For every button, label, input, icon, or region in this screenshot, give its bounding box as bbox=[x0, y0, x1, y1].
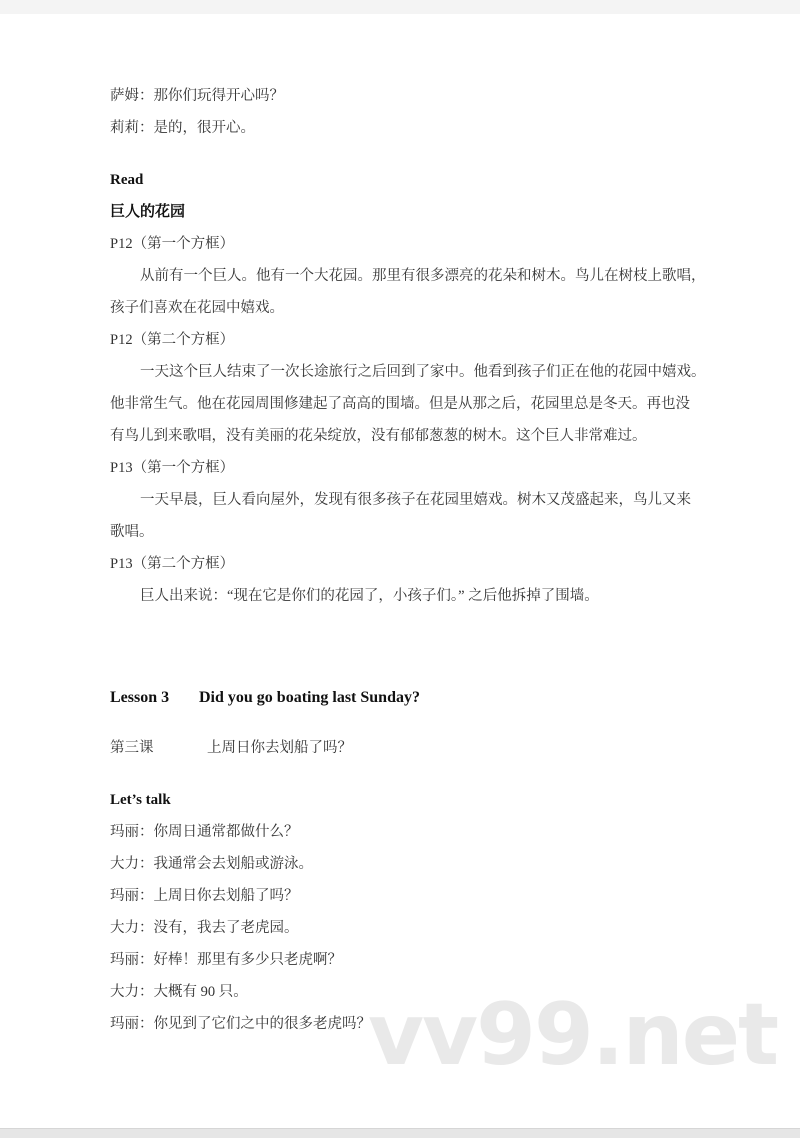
block-label: P12（第二个方框） bbox=[110, 332, 235, 348]
lesson-number: Lesson 3 bbox=[110, 689, 170, 706]
dialog-line: 玛丽：你周日通常都做什么？ bbox=[110, 824, 299, 840]
dialog-line: 大力：大概有 90 只。 bbox=[110, 984, 248, 1000]
dialog-line: 玛丽：好棒！那里有多少只老虎啊？ bbox=[110, 952, 342, 968]
paragraph-line: 孩子们喜欢在花园中嬉戏。 bbox=[110, 300, 284, 316]
dialog-line: 大力：我通常会去划船或游泳。 bbox=[110, 856, 313, 872]
lesson-title-cn: 上周日你去划船了吗？ bbox=[207, 740, 352, 756]
dialog-line: 萨姆：那你们玩得开心吗？ bbox=[110, 88, 284, 104]
paragraph-line: 歌唱。 bbox=[110, 524, 154, 540]
paragraph-line: 他非常生气。他在花园周围修建起了高高的围墙。但是从那之后，花园里总是冬天。再也没 bbox=[110, 396, 690, 412]
dialog-line: 玛丽：你见到了它们之中的很多老虎吗？ bbox=[110, 1016, 371, 1032]
watermark: vv99.net bbox=[368, 985, 778, 1085]
lesson-number-cn: 第三课 bbox=[110, 740, 154, 756]
paragraph-line: 有鸟儿到来歌唱，没有美丽的花朵绽放，没有郁郁葱葱的树木。这个巨人非常难过。 bbox=[110, 428, 647, 444]
dialog-line: 大力：没有，我去了老虎园。 bbox=[110, 920, 299, 936]
paragraph-line: 巨人出来说：“现在它是你们的花园了，小孩子们。” 之后他拆掉了围墙。 bbox=[140, 588, 599, 604]
dialog-line: 玛丽：上周日你去划船了吗？ bbox=[110, 888, 299, 904]
block-label: P13（第二个方框） bbox=[110, 556, 235, 572]
page-top-edge bbox=[0, 0, 800, 14]
lesson-title: Did you go boating last Sunday? bbox=[199, 689, 420, 706]
paragraph-line: 从前有一个巨人。他有一个大花园。那里有很多漂亮的花朵和树木。鸟儿在树枝上歌唱， bbox=[140, 268, 706, 284]
paragraph-line: 一天这个巨人结束了一次长途旅行之后回到了家中。他看到孩子们正在他的花园中嬉戏。 bbox=[140, 364, 706, 380]
read-heading: Read bbox=[110, 172, 144, 188]
dialog-line: 莉莉：是的，很开心。 bbox=[110, 120, 255, 136]
talk-heading: Let’s talk bbox=[110, 792, 171, 808]
story-title: 巨人的花园 bbox=[110, 204, 186, 220]
block-label: P12（第一个方框） bbox=[110, 236, 235, 252]
block-label: P13（第一个方框） bbox=[110, 460, 235, 476]
paragraph-line: 一天早晨，巨人看向屋外，发现有很多孩子在花园里嬉戏。树木又茂盛起来，鸟儿又来 bbox=[140, 492, 691, 508]
